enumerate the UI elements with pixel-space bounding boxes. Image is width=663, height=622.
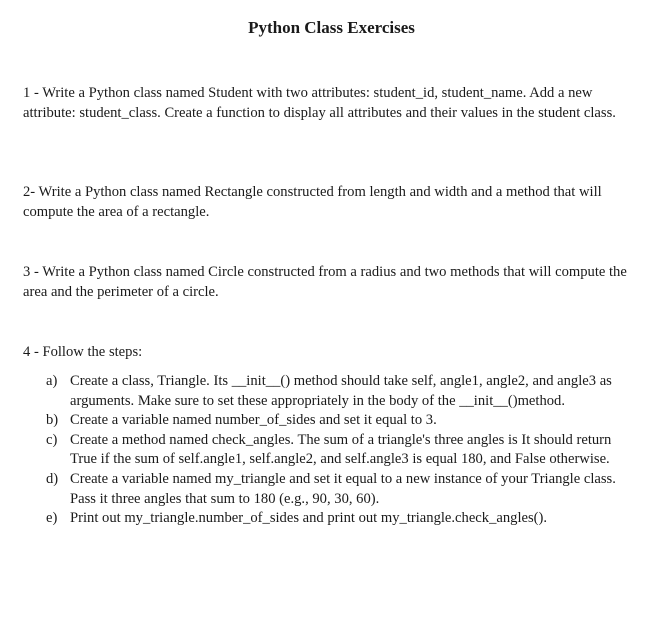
step-marker: b) bbox=[46, 412, 59, 429]
step-text: Create a class, Triangle. Its __init__() method should take self, angle1, angle2, and angle3 as arguments. Make sure to set these appropriately in the body of the __init__()method. bbox=[70, 373, 612, 409]
exercise-4-steps bbox=[46, 372, 636, 529]
step-b bbox=[46, 411, 636, 431]
step-marker: c) bbox=[46, 431, 58, 448]
step-a bbox=[46, 372, 636, 411]
step-d bbox=[46, 470, 636, 509]
step-e bbox=[46, 509, 636, 529]
step-marker: a) bbox=[46, 373, 58, 389]
exercise-4-intro: 4 - Follow the steps: bbox=[23, 344, 143, 360]
step-text: Create a variable named number_of_sides and set it equal to 3. bbox=[70, 412, 437, 429]
step-marker: d) bbox=[46, 470, 59, 487]
document-title: Python Class Exercises bbox=[248, 18, 415, 37]
step-text: Create a method named check_angles. The sum of a triangle's three angles is It should return True if the sum of self.angle1, self.angle2, and self.angle3 is equal 180, and False otherwise. bbox=[70, 431, 612, 468]
exercise-2: 2- Write a Python class named Rectangle constructed from length and width and a method that will compute the area of a rectangle. bbox=[23, 184, 602, 220]
exercise-3: 3 - Write a Python class named Circle constructed from a radius and two methods that will compute the area and the perimeter of a circle. bbox=[23, 264, 627, 300]
step-text: Print out my_triangle.number_of_sides and print out my_triangle.check_angles(). bbox=[70, 510, 548, 527]
exercise-1: 1 - Write a Python class named Student with two attributes: student_id, student_name. Add a new attribute: student_class. Create a function to display all attributes and their values in the student class. bbox=[23, 85, 616, 121]
step-marker: e) bbox=[46, 510, 58, 527]
step-text: Create a variable named my_triangle and set it equal to a new instance of your Triangle class. Pass it three angles that sum to 180 (e.g., 90, 30, 60). bbox=[70, 470, 616, 507]
step-c bbox=[46, 431, 636, 470]
